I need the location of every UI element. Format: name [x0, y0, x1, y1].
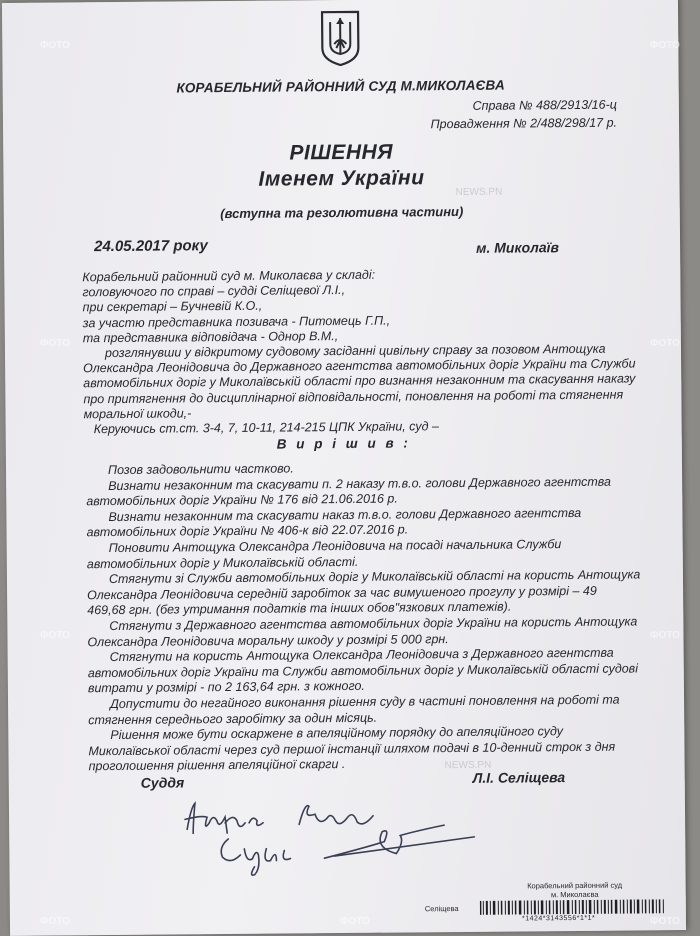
stamp-judge-name: Селіщева	[424, 904, 459, 914]
watermark-foto: ФОТО	[40, 40, 70, 51]
watermark-foto: ФОТО	[650, 630, 680, 641]
document-page	[2, 0, 686, 936]
coat-of-arms-icon	[320, 10, 360, 66]
intro-line: при секретарі – Бучневій К.О.,	[82, 299, 263, 315]
decision-line: автомобільних доріг України № 406-к від 22.07.2016 р.	[86, 522, 409, 540]
decision-line: Визнати незаконним та скасувати наказ т.в.о. голови Державного агентства	[108, 505, 582, 524]
intro-line: автомобільних доріг у Миколаївській області про визнання незаконним та скасування наказу	[83, 371, 636, 391]
decision-line: проголошення рішення апеляційної скарги .	[88, 757, 346, 774]
barcode-number: *1424*3143556*1*1*	[521, 914, 596, 923]
watermark-foto: ФОТО	[650, 916, 680, 927]
decision-line: 469,68 грн. (без утримання податків та інших обов"язкових платежів).	[87, 599, 512, 618]
decision-line: Стягнути з Державного агентства автомобільних доріг України на користь Антощука	[109, 614, 638, 633]
judge-label: Суддя	[140, 774, 185, 791]
stamp-court-city: м. Миколаєва	[550, 889, 599, 900]
intro-line: розглянувши у відкритому судовому засіданні цивільну справу за позовом Антощука	[104, 341, 606, 361]
decision-line: Позов задовольнити частково.	[107, 461, 294, 478]
decision-date: 24.05.2017 року	[93, 237, 208, 256]
decision-line: Рішення може бути оскаржене в апеляційному порядку до апеляційного суду	[110, 724, 564, 743]
case-info	[430, 96, 617, 134]
document-title	[3, 137, 679, 195]
decision-line: Стягнути на користь Антощука Олександра Леонідовича з Державного агентства	[109, 645, 614, 665]
proceeding-number: Провадження № 2/488/298/17 р.	[430, 115, 618, 132]
decision-line: Миколаївської області через суд першої інстанції шляхом подачі в 10-денний строк з дня	[88, 739, 616, 758]
court-header: КОРАБЕЛЬНИЙ РАЙОННИЙ СУД М.МИКОЛАЄВА	[176, 77, 505, 96]
decision-line: витрати у розмірі - по 2 163,64 грн. з кожного.	[87, 679, 365, 696]
decision-line: автомобільних доріг України та Служби автомобільних доріг у Миколаївській області судові	[87, 661, 639, 680]
decision-line: Визнати незаконним та скасувати п. 2 наказу т.в.о. голови Державного агентства	[108, 474, 612, 493]
decision-line: стягнення середнього заробітку за один місяць.	[88, 710, 378, 727]
intro-line: головуючого по справі – судді Селіщевої Л.І.,	[82, 283, 346, 300]
intro-line: Олександра Леонідовича до Державного агентства автомобільних доріг України та Служби	[83, 356, 636, 376]
title: РІШЕННЯ	[289, 140, 394, 165]
judge-name: Л.І. Селіщева	[472, 769, 566, 786]
decision-line: Поновити Антощука Олександра Леонідовича на посаді начальника Служби	[108, 537, 562, 556]
intro-line: Корабельний районний суд м. Миколаєва у складі:	[82, 267, 376, 285]
watermark-news: NEWS.PN	[455, 186, 503, 199]
intro-line: про притягнення до дисциплінарної відповідальності, поновлення на роботі та стягнення	[83, 387, 624, 406]
parts-note: (вступна та резолютивна частини)	[220, 203, 464, 222]
resolved-heading: В и р і ш и в :	[276, 435, 411, 452]
decision-line: Допустити до негайного виконання рішення суду в частині поновлення на роботі та	[110, 692, 620, 711]
decision-line: автомобільних доріг України № 176 від 21.06.2016 р.	[86, 491, 398, 509]
watermark-foto: ФОТО	[40, 338, 70, 349]
decision-line: Олександра Леонідовича середній заробіток за час вимушеного прогулу у розмірі – 49	[87, 583, 597, 602]
intro-line: моральної шкоди,-	[83, 406, 192, 422]
watermark-foto: ФОТО	[340, 916, 370, 927]
watermark-foto: ФОТО	[40, 916, 70, 927]
watermark-foto: ФОТО	[650, 338, 680, 349]
stamp-court	[510, 880, 640, 899]
judge-signature	[214, 817, 485, 879]
subtitle: Іменем України	[258, 166, 425, 191]
watermark-foto: ФОТО	[40, 630, 70, 641]
stamp-court-name: Корабельний районний суд	[527, 880, 623, 891]
decision-line: автомобільних доріг у Миколаївській області.	[86, 554, 359, 571]
intro-line: за участю представника позивача - Питомець Г.П.,	[82, 313, 391, 330]
case-number: Справа № 488/2913/16-ц	[472, 97, 617, 113]
decision-section	[86, 458, 649, 775]
decision-line: Стягнути зі Служби автомобільних доріг у Миколаївській області на користь Антощука	[108, 567, 641, 587]
watermark-foto: ФОТО	[650, 40, 680, 51]
intro-line: Керуючись ст.ст. 3-4, 7, 10-11, 214-215 ЦПК України, суд –	[93, 419, 439, 437]
intro-line: та представника відповідача - Однор В.М.,	[82, 328, 339, 346]
decision-line: Олександра Леонідовича моральну шкоду у розмірі 5 000 грн.	[87, 631, 449, 649]
watermark-news: NEWS.PN	[444, 759, 492, 772]
decision-city: м. Миколаїв	[476, 239, 560, 256]
intro-section	[82, 265, 643, 437]
